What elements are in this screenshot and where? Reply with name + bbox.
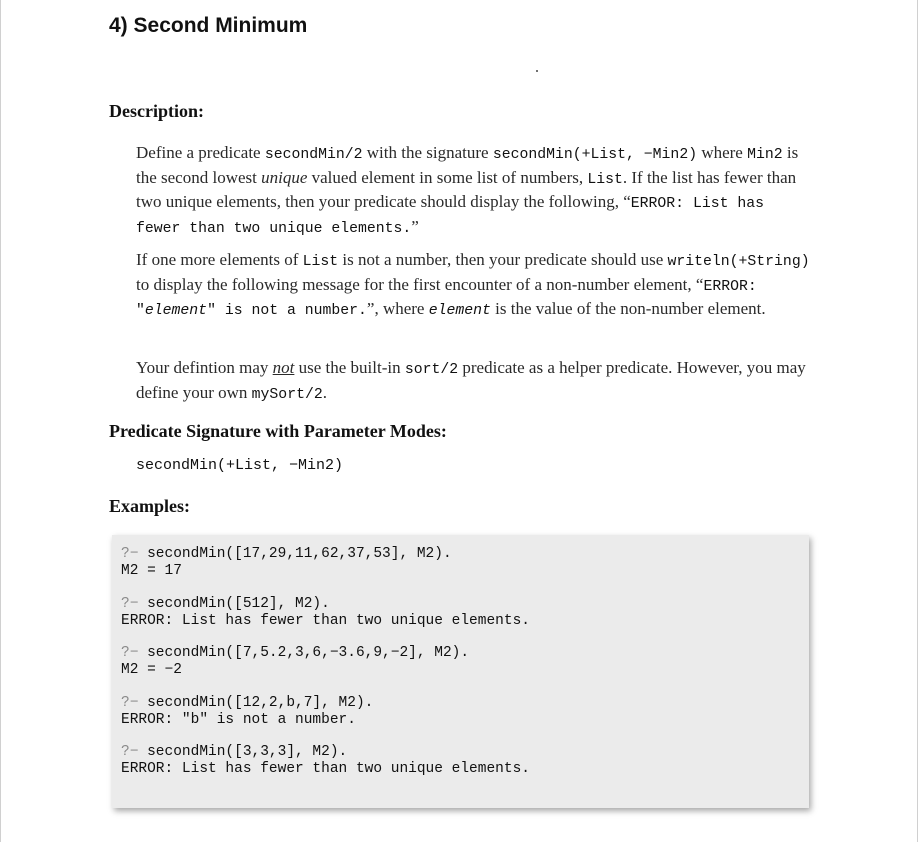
page-border-left (0, 0, 1, 842)
description-paragraph-3: Your defintion may not use the built-in sort/2 predicate as a helper predicate. However, you may define your own mySort/2. (136, 358, 806, 403)
description-paragraph-1: Define a predicate secondMin/2 with the signature secondMin(+List, −Min2) where Min2 is the second lowest unique valued element in some list of numbers, List. If the list has fewer than two unique elements, then your predicate should display the following, “ERROR: List has fewer than two unique elements.” (136, 143, 799, 237)
example-5: ?− secondMin([3,3,3], M2). ERROR: List has fewer than two unique elements. (121, 744, 530, 777)
page-border-right (917, 0, 918, 842)
signature-heading: Predicate Signature with Parameter Modes: (109, 421, 447, 441)
description-paragraph-2: If one more elements of List is not a number, then your predicate should use writeln(+String) to display the following message for the first encounter of a non-number element, “ERROR: "element" is not a number.”, where element is the value of the non-number element. (136, 250, 810, 319)
signature-code: secondMin(+List, −Min2) (136, 457, 344, 474)
example-1: ?− secondMin([17,29,11,62,37,53], M2). M2 = 17 (121, 546, 452, 579)
examples-heading: Examples: (109, 496, 190, 516)
example-4: ?− secondMin([12,2,b,7], M2). ERROR: "b" is not a number. (121, 695, 374, 728)
example-2: ?− secondMin([512], M2). ERROR: List has fewer than two unique elements. (121, 596, 530, 629)
example-3: ?− secondMin([7,5.2,3,6,−3.6,9,−2], M2). M2 = −2 (121, 645, 470, 678)
stray-dot (536, 70, 538, 72)
page-title: 4) Second Minimum (109, 14, 308, 37)
examples-code-box (112, 535, 809, 808)
description-heading: Description: (109, 101, 204, 121)
